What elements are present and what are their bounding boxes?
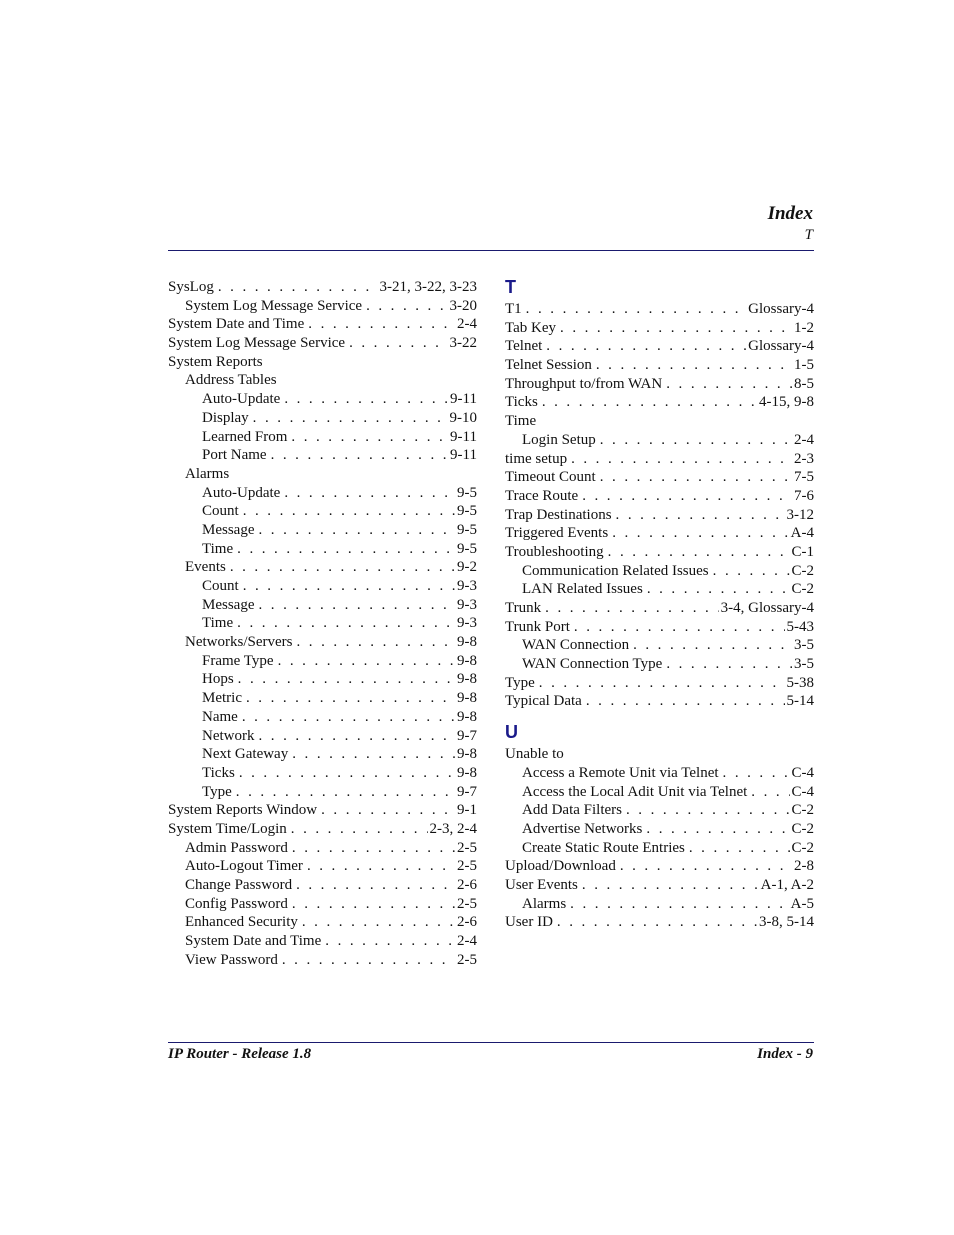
- index-entry: [168, 278, 477, 297]
- dot-leader: [542, 393, 757, 412]
- index-page-ref: 3-21, 3-22, 3-23: [379, 279, 477, 295]
- index-entry: [505, 674, 814, 693]
- index-term: Frame Type: [202, 652, 274, 669]
- index-term: Count: [202, 578, 239, 594]
- index-page-ref: C-4: [791, 783, 814, 800]
- index-term: Admin Password: [185, 839, 288, 856]
- index-entry: [505, 319, 814, 338]
- index-entry: [168, 745, 477, 764]
- index-entry: [168, 446, 477, 465]
- index-entry: [505, 375, 814, 394]
- dot-leader: [600, 468, 792, 487]
- index-term: T1: [505, 301, 522, 317]
- dot-leader: [626, 801, 790, 820]
- index-page-ref: 8-5: [794, 375, 814, 392]
- index-entry: [505, 655, 814, 674]
- index-page-ref: 3-22: [449, 335, 477, 352]
- index-term: Learned From: [202, 428, 288, 445]
- index-term: Message: [202, 521, 255, 538]
- section-gap: [505, 711, 814, 723]
- index-entry: [168, 614, 477, 633]
- index-entry: [505, 692, 814, 711]
- index-entry: [168, 484, 477, 503]
- index-entry: [505, 300, 814, 319]
- index-term: Upload/Download: [505, 858, 616, 875]
- index-page-ref: 2-5: [457, 951, 477, 968]
- index-entry: [168, 652, 477, 671]
- index-term: time setup: [505, 450, 568, 467]
- index-term: Alarms: [185, 465, 230, 482]
- index-term: Telnet Session: [505, 357, 592, 374]
- index-term: Alarms: [522, 895, 567, 912]
- index-term: Hops: [202, 671, 234, 688]
- index-page-ref: 9-8: [457, 634, 477, 651]
- index-page-ref: 9-3: [457, 578, 477, 594]
- index-term: Network: [202, 727, 255, 744]
- index-entry: [168, 895, 477, 914]
- index-term: System Time/Login: [168, 820, 287, 837]
- dot-leader: [633, 636, 792, 655]
- index-term: Advertise Networks: [522, 820, 643, 837]
- dot-leader: [230, 558, 455, 577]
- index-page-ref: 3-5: [794, 656, 814, 673]
- index-page-ref: 1-5: [794, 357, 814, 374]
- index-page-ref: A-5: [790, 895, 814, 912]
- index-term: Time: [505, 413, 537, 430]
- index-entry: [168, 521, 477, 540]
- index-page-ref: 9-11: [450, 428, 477, 445]
- index-entry: [168, 334, 477, 353]
- index-page-ref: 2-3: [794, 450, 814, 467]
- index-term: Communication Related Issues: [522, 562, 709, 579]
- index-page-ref: 9-3: [457, 615, 477, 632]
- dot-leader: [546, 337, 746, 356]
- index-entry: [168, 708, 477, 727]
- index-term: LAN Related Issues: [522, 581, 643, 598]
- index-term: Throughput to/from WAN: [505, 375, 663, 392]
- dot-leader: [596, 356, 792, 375]
- dot-leader: [292, 839, 455, 858]
- index-page-ref: 2-4: [457, 316, 477, 333]
- dot-leader: [539, 674, 785, 693]
- index-entry: [505, 783, 814, 802]
- index-term: User ID: [505, 914, 553, 931]
- index-page-ref: 2-4: [794, 431, 814, 448]
- index-entry: [505, 506, 814, 525]
- dot-leader: [526, 300, 747, 319]
- index-entry: [505, 356, 814, 375]
- dot-leader: [608, 543, 790, 562]
- index-term: Type: [202, 783, 232, 800]
- index-entry: [168, 857, 477, 876]
- index-page-ref: 2-4: [457, 933, 477, 950]
- index-page-ref: C-2: [791, 581, 814, 598]
- footer-doc-title: IP Router - Release 1.8: [168, 1046, 312, 1062]
- dot-leader: [292, 745, 455, 764]
- index-entry: [168, 596, 477, 615]
- index-term: Address Tables: [185, 372, 277, 389]
- index-entry: [505, 562, 814, 581]
- index-term: Timeout Count: [505, 469, 596, 486]
- dot-leader: [237, 614, 455, 633]
- dot-leader: [321, 801, 455, 820]
- index-term: Add Data Filters: [522, 802, 622, 819]
- dot-leader: [600, 431, 792, 450]
- dot-leader: [253, 409, 448, 428]
- index-page-ref: 2-8: [794, 858, 814, 875]
- index-entry: [168, 371, 477, 390]
- index-page-ref: C-2: [791, 820, 814, 837]
- index-term: Tab Key: [505, 319, 557, 336]
- index-page-ref: 9-5: [457, 540, 477, 557]
- index-page-ref: Glossary-4: [748, 301, 814, 317]
- index-entry: [168, 689, 477, 708]
- index-entry: [505, 543, 814, 562]
- dot-leader: [242, 708, 455, 727]
- letter-heading: T: [505, 277, 516, 297]
- index-entry: [168, 540, 477, 559]
- index-term: Login Setup: [522, 431, 596, 448]
- index-page-ref: 9-8: [457, 671, 477, 688]
- dot-leader: [574, 618, 785, 637]
- index-page-ref: C-1: [791, 543, 814, 560]
- index-page-ref: A-4: [790, 525, 814, 542]
- index-term: SysLog: [168, 279, 214, 295]
- index-page-ref: C-2: [791, 839, 814, 856]
- index-entry: [505, 913, 814, 932]
- index-term: User Events: [505, 876, 578, 893]
- index-entry: [505, 337, 814, 356]
- index-term: Auto-Update: [202, 391, 281, 408]
- index-entry: [505, 393, 814, 412]
- index-term: Trunk: [505, 600, 542, 616]
- index-entry: [168, 783, 477, 802]
- index-term: Time: [202, 540, 234, 557]
- dot-leader: [308, 315, 455, 334]
- dot-leader: [582, 487, 792, 506]
- index-page-ref: C-2: [791, 562, 814, 579]
- index-entry: [505, 524, 814, 543]
- index-term: Trap Destinations: [505, 506, 612, 523]
- index-term: Create Static Route Entries: [522, 839, 685, 856]
- dot-leader: [278, 652, 455, 671]
- dot-leader: [243, 577, 455, 596]
- dot-leader: [612, 524, 788, 543]
- dot-leader: [545, 599, 719, 618]
- index-term: View Password: [185, 951, 278, 968]
- index-entry: [168, 820, 477, 839]
- index-entry: [505, 820, 814, 839]
- dot-leader: [646, 820, 789, 839]
- index-entry: [168, 913, 477, 932]
- dot-leader: [236, 783, 455, 802]
- index-entry: [168, 932, 477, 951]
- index-entry: [505, 412, 814, 431]
- index-page-ref: 4-15, 9-8: [759, 394, 814, 411]
- index-term: Ticks: [505, 394, 538, 411]
- index-page-ref: 3-5: [794, 637, 814, 654]
- dot-leader: [243, 502, 455, 521]
- dot-leader: [349, 334, 447, 353]
- index-term: Display: [202, 409, 249, 426]
- dot-leader: [239, 764, 455, 783]
- dot-leader: [713, 562, 790, 581]
- index-term: Enhanced Security: [185, 914, 298, 931]
- footer-page-number: Index - 9: [757, 1046, 813, 1062]
- dot-leader: [284, 390, 448, 409]
- index-page-ref: 9-8: [457, 764, 477, 781]
- index-page-ref: 1-2: [794, 319, 814, 336]
- index-entry: [505, 450, 814, 469]
- index-term: WAN Connection Type: [522, 656, 663, 673]
- index-term: Time: [202, 615, 234, 632]
- index-entry: [505, 857, 814, 876]
- index-page-ref: 2-3, 2-4: [429, 820, 477, 837]
- index-term: Change Password: [185, 877, 293, 893]
- index-page-ref: 9-2: [457, 559, 477, 576]
- index-entry: [168, 764, 477, 783]
- dot-leader: [291, 428, 448, 447]
- index-term: System Log Message Service: [185, 297, 363, 314]
- index-page-ref: 9-7: [457, 727, 477, 744]
- index-page-ref: 2-5: [457, 839, 477, 856]
- index-term: System Reports: [168, 353, 263, 370]
- index-term: Config Password: [185, 895, 288, 912]
- index-entry: [168, 502, 477, 521]
- index-page-ref: 3-12: [786, 506, 814, 523]
- dot-leader: [296, 876, 455, 895]
- index-term: Telnet: [505, 338, 543, 355]
- dot-leader: [271, 446, 448, 465]
- index-entry: [168, 801, 477, 820]
- index-entry: [168, 727, 477, 746]
- index-page-ref: Glossary-4: [748, 338, 814, 355]
- index-term: System Log Message Service: [168, 335, 346, 352]
- index-page-ref: 2-6: [457, 877, 477, 893]
- index-page-ref: 2-6: [457, 914, 477, 931]
- index-page-ref: 9-10: [449, 409, 477, 426]
- dot-leader: [647, 580, 790, 599]
- dot-leader: [571, 450, 792, 469]
- index-column-right: [505, 278, 814, 932]
- index-term: Triggered Events: [505, 525, 609, 542]
- dot-leader: [582, 876, 759, 895]
- index-page-ref: 9-11: [450, 391, 477, 408]
- dot-leader: [570, 895, 789, 914]
- index-page-ref: C-4: [791, 764, 814, 781]
- index-entry: [168, 670, 477, 689]
- dot-leader: [586, 692, 785, 711]
- index-term: Name: [202, 708, 238, 725]
- dot-leader: [282, 951, 455, 970]
- index-entry: [505, 745, 814, 764]
- index-entry: [168, 633, 477, 652]
- index-page-ref: 7-6: [794, 487, 814, 504]
- index-entry: [168, 390, 477, 409]
- index-term: System Date and Time: [185, 933, 322, 950]
- dot-leader: [259, 596, 456, 615]
- index-term: Count: [202, 503, 239, 520]
- index-page-ref: 2-5: [457, 895, 477, 912]
- index-page-ref: 5-38: [786, 674, 814, 691]
- dot-leader: [237, 540, 455, 559]
- index-entry: [168, 353, 477, 372]
- header-rule: [168, 250, 814, 251]
- dot-leader: [259, 521, 456, 540]
- index-page-ref: 9-1: [457, 802, 477, 819]
- dot-leader: [366, 297, 447, 316]
- index-term: Next Gateway: [202, 746, 289, 763]
- dot-leader: [689, 839, 790, 858]
- index-entry: [168, 428, 477, 447]
- dot-leader: [307, 857, 455, 876]
- dot-leader: [284, 484, 455, 503]
- index-page-ref: 9-5: [457, 484, 477, 501]
- dot-leader: [616, 506, 785, 525]
- index-entry: [505, 636, 814, 655]
- index-term: Trunk Port: [505, 618, 570, 635]
- running-header-title: Index: [767, 203, 813, 224]
- index-term: System Date and Time: [168, 316, 305, 333]
- index-entry: [168, 876, 477, 895]
- index-page-ref: 9-7: [457, 783, 477, 800]
- index-term: Metric: [202, 690, 242, 707]
- index-page-ref: 7-5: [794, 469, 814, 486]
- index-entry: [505, 487, 814, 506]
- index-entry: [505, 801, 814, 820]
- index-entry: [168, 315, 477, 334]
- index-entry: [168, 558, 477, 577]
- index-entry: [505, 580, 814, 599]
- index-entry: [505, 431, 814, 450]
- index-term: Port Name: [202, 447, 267, 464]
- index-page-ref: 9-5: [457, 503, 477, 520]
- dot-leader: [246, 689, 455, 708]
- dot-leader: [325, 932, 455, 951]
- index-entry: [168, 465, 477, 484]
- dot-leader: [666, 375, 792, 394]
- index-page-ref: 9-8: [457, 746, 477, 763]
- dot-leader: [291, 820, 428, 839]
- dot-leader: [560, 319, 792, 338]
- index-term: Typical Data: [505, 693, 582, 710]
- dot-leader: [620, 857, 792, 876]
- index-term: Access the Local Adit Unit via Telnet: [522, 783, 748, 800]
- index-page-ref: C-2: [791, 802, 814, 819]
- letter-heading: U: [505, 722, 518, 743]
- index-page-ref: 9-3: [457, 596, 477, 613]
- running-header-letter: T: [804, 227, 813, 243]
- footer-rule: [168, 1042, 814, 1043]
- index-page-ref: 9-8: [457, 708, 477, 725]
- index-entry: [505, 468, 814, 487]
- dot-leader: [259, 727, 456, 746]
- index-term: Auto-Update: [202, 484, 281, 501]
- index-term: Unable to: [505, 746, 564, 763]
- dot-leader: [238, 670, 455, 689]
- index-entry: [168, 409, 477, 428]
- index-page-ref: 3-8, 5-14: [759, 914, 814, 931]
- dot-leader: [557, 913, 757, 932]
- index-term: WAN Connection: [522, 637, 630, 654]
- index-term: Events: [185, 559, 226, 576]
- index-term: Networks/Servers: [185, 634, 293, 651]
- index-page-ref: A-1, A-2: [760, 876, 814, 893]
- index-page-ref: 2-5: [457, 858, 477, 875]
- index-term: Auto-Logout Timer: [185, 858, 303, 875]
- index-term: Type: [505, 674, 535, 691]
- index-term: Access a Remote Unit via Telnet: [522, 764, 719, 781]
- index-entry: [168, 297, 477, 316]
- dot-leader: [296, 633, 455, 652]
- dot-leader: [302, 913, 455, 932]
- index-page-ref: 3-4, Glossary-4: [720, 600, 814, 616]
- index-entry: [505, 599, 814, 618]
- index-page-ref: 9-8: [457, 652, 477, 669]
- index-entry: [168, 951, 477, 970]
- index-page-ref: 9-5: [457, 521, 477, 538]
- index-entry: [505, 839, 814, 858]
- index-term: Message: [202, 596, 255, 613]
- dot-leader: [723, 764, 790, 783]
- index-term: System Reports Window: [168, 802, 318, 819]
- index-page-ref: 5-43: [786, 618, 814, 635]
- index-entry: [505, 876, 814, 895]
- index-column-left: [168, 278, 477, 969]
- index-term: Trace Route: [505, 487, 579, 504]
- index-entry: [168, 839, 477, 858]
- index-term: Troubleshooting: [505, 543, 604, 560]
- dot-leader: [751, 783, 789, 802]
- index-page-ref: 3-20: [449, 297, 477, 314]
- index-entry: [168, 577, 477, 596]
- dot-leader: [666, 655, 792, 674]
- index-page-ref: 5-14: [786, 693, 814, 710]
- dot-leader: [218, 278, 378, 297]
- dot-leader: [292, 895, 455, 914]
- index-entry: [505, 618, 814, 637]
- index-entry: [505, 895, 814, 914]
- index-term: Ticks: [202, 764, 235, 781]
- index-entry: [505, 764, 814, 783]
- index-page-ref: 9-8: [457, 690, 477, 707]
- index-page-ref: 9-11: [450, 447, 477, 464]
